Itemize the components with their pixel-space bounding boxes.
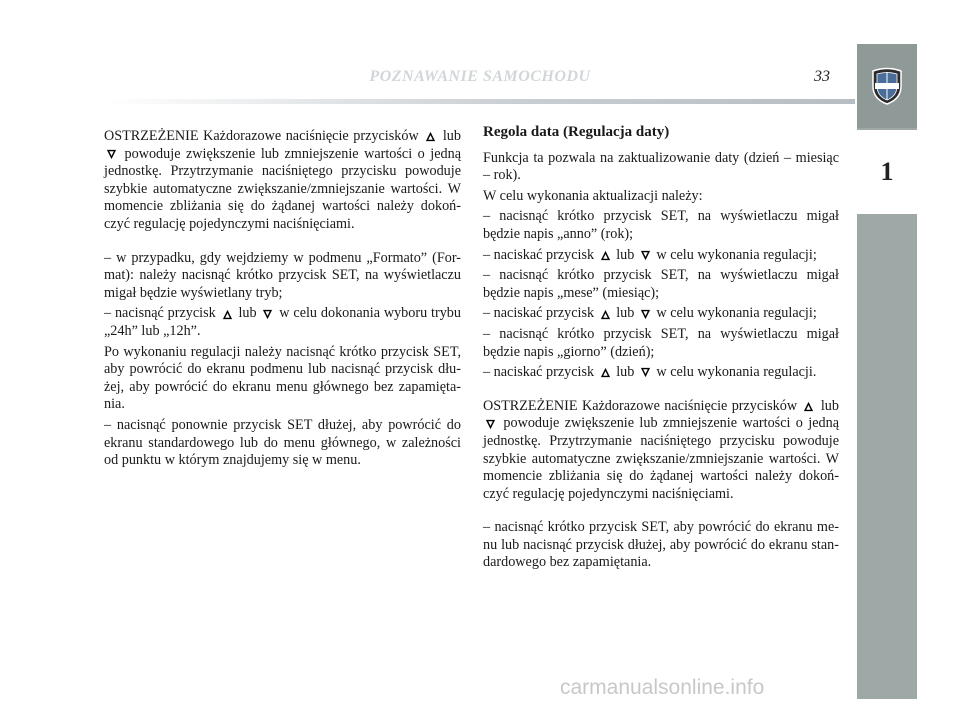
warning-text: powoduje zwiększenie lub zmniejszenie wartości o jedną jednostkę. Przytrzymanie naciśniętego przycisku powoduje szybkie automatyczne zwiększanie/zmniejszanie wartości. W momencie zbliżania się do żądanej wartości należy dokoń-czyć regulację pojedynczymi naciśnięciami. (104, 145, 462, 232)
warning-text: powoduje zwiększenie lub zmniejszenie wartości o jedną jednostkę. Przytrzymanie naciśniętego przycisku powoduje szybkie automatyczne zwiększanie/zmniejszanie wartości. W momencie zbliżania się do żądanej wartości należy dokoń-czyć regulację pojedynczymi naciśnięciami. (483, 415, 840, 502)
left-column (104, 128, 461, 470)
warning-paragraph (483, 398, 839, 504)
page-header-title: POZNAWANIE SAMOCHODU (369, 68, 591, 85)
intro-paragraph: Funkcja ta pozwala na zaktualizowanie daty (dzień – miesiąc – rok). (483, 149, 839, 184)
chapter-number: 1 (857, 130, 917, 214)
up-arrow-icon (600, 367, 611, 378)
adjust-text: – naciskać przycisk (483, 305, 595, 322)
adjust-step (483, 305, 839, 323)
down-arrow-icon (106, 149, 117, 160)
sidebar-logo-box (857, 44, 917, 128)
watermark: carmanualsonline.info (560, 676, 765, 699)
adjust-text: w celu wykonania regulacji; (656, 305, 817, 322)
page-number: 33 (814, 68, 830, 85)
down-arrow-icon (485, 419, 496, 430)
lancia-logo-icon (869, 66, 905, 106)
intro-paragraph-2: W celu wykonania aktualizacji należy: (483, 187, 703, 204)
up-arrow-icon (425, 131, 436, 142)
down-arrow-icon (262, 309, 273, 320)
warning-text: lub (442, 128, 461, 144)
exit-paragraph: – nacisnąć ponownie przycisk SET dłużej, aby powrócić do ekranu standardowego lub do menu głównego, w zależności od punktu w którym znajdujemy się w menu. (104, 416, 461, 469)
down-arrow-icon (640, 309, 651, 320)
adjust-text: – naciskać przycisk (483, 364, 595, 381)
up-arrow-icon (600, 250, 611, 261)
warning-text: lub (820, 397, 839, 414)
down-arrow-icon (640, 367, 651, 378)
adjust-text: lub (616, 364, 635, 381)
adjust-text: – naciskać przycisk (483, 246, 595, 263)
adjust-text: w celu wykonania regulacji. (656, 364, 817, 381)
final-paragraph: – nacisnąć krótko przycisk SET, aby powrócić do ekranu me-nu lub nacisnąć przycisk dłużej, aby powrócić do ekranu stan-dardowego bez zapamiętania. (483, 519, 839, 571)
press-paragraph (104, 305, 461, 340)
press-text: – nacisnąć przycisk (104, 305, 216, 322)
header-rule (105, 99, 855, 104)
adjust-step (483, 247, 839, 265)
step-mese: – nacisnąć krótko przycisk SET, na wyświetlaczu migał będzie napis „mese” (miesiąc); (483, 267, 839, 301)
step-giorno: – nacisnąć krótko przycisk SET, na wyświetlaczu migał będzie napis „giorno” (dzień); (483, 325, 839, 360)
adjust-step (483, 364, 839, 382)
right-column (483, 124, 839, 572)
adjust-text: w celu wykonania regulacji; (656, 246, 817, 263)
step-anno: – nacisnąć krótko przycisk SET, na wyświetlaczu migał będzie napis „anno” (rok); (483, 208, 839, 242)
after-paragraph: Po wykonaniu regulacji należy nacisnąć krótko przycisk SET, aby powrócić do ekranu podmenu lub nacisnąć przycisk dłu-żej, aby powrócić do ekranu menu głównego bez zapamięta-nia. (104, 343, 461, 413)
warning-text: OSTRZEŻENIE Każdorazowe naciśnięcie przycisków (104, 128, 419, 144)
up-arrow-icon (600, 309, 611, 320)
sidebar-band (857, 216, 917, 699)
adjust-text: lub (616, 305, 635, 322)
chapter-sidebar (857, 44, 917, 699)
down-arrow-icon (640, 250, 651, 261)
press-text: lub (238, 305, 257, 322)
up-arrow-icon (222, 309, 233, 320)
format-paragraph: – w przypadku, gdy wejdziemy w podmenu „Formato” (For-mat): należy nacisnąć krótko przycisk SET, na wyświetlaczu migał będzie wyświetlany tryb; (104, 249, 461, 301)
adjust-text: lub (616, 246, 635, 263)
section-heading: Regola data (Regulacja daty) (483, 124, 670, 140)
warning-text: OSTRZEŻENIE Każdorazowe naciśnięcie przycisków (483, 397, 798, 414)
warning-paragraph (104, 128, 461, 234)
up-arrow-icon (803, 401, 814, 412)
press-text: w celu dokonania wyboru trybu „24h” lub „12h”. (104, 305, 461, 339)
